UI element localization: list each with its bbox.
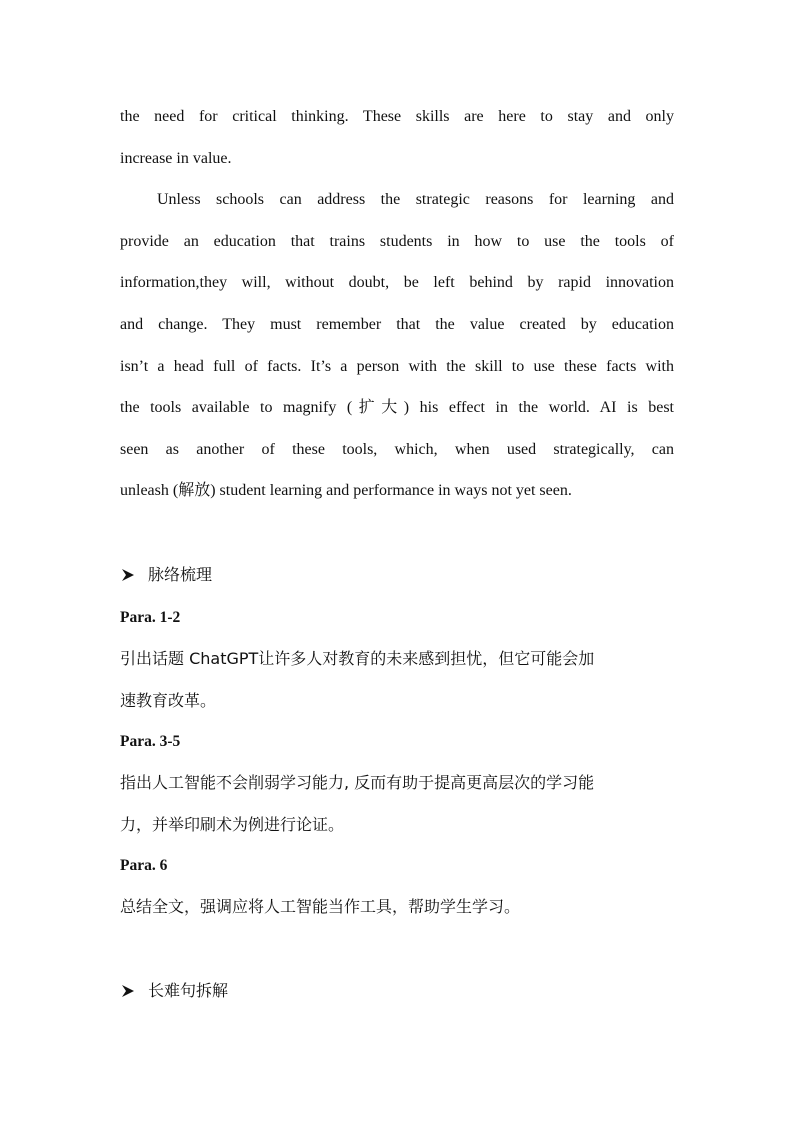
para-label: Para. 6 (120, 857, 168, 874)
passage-line: the tools available to magnify (扩大) his effect in the world. AI is best (120, 399, 674, 417)
section-heading-label: 长难句拆解 (148, 981, 229, 1000)
summary-line: 总结全文，强调应将人工智能当作工具，帮助学生学习。 (120, 897, 521, 916)
passage-line: increase in value. (120, 149, 232, 167)
para-summary (120, 886, 678, 928)
section-heading-structure (120, 563, 212, 587)
passage-paragraph (120, 96, 674, 512)
summary-line: 指出人工智能不会削弱学习能力, 反而有助于提高更高层次的学习能 (120, 773, 595, 792)
summary-line: 力，并举印刷术为例进行论证。 (120, 814, 345, 834)
passage-line: isn’t a head full of facts. It’s a person with the skill to use these facts with (120, 357, 674, 375)
para-label: Para. 1-2 (120, 609, 181, 626)
passage-line: and change. They must remember that the value created by education (120, 315, 674, 333)
para-summary (120, 762, 678, 845)
arrowhead-bullet-icon (120, 983, 136, 999)
passage-line: provide an education that trains students in how to use the tools of (120, 232, 674, 250)
arrowhead-bullet-icon (120, 567, 136, 583)
section-heading-label: 脉络梳理 (148, 565, 213, 584)
passage-line: Unless schools can address the strategic reasons for learning and (157, 191, 674, 209)
summary-line: 引出话题 ChatGPT让许多人对教育的未来感到担忧，但它可能会加 (120, 649, 595, 668)
passage-line: seen as another of these tools, which, when used strategically, can (120, 440, 674, 458)
passage-line: the need for critical thinking. These skills are here to stay and only (120, 108, 674, 125)
section-heading-difficult-sentences (120, 979, 228, 1003)
summary-line: 速教育改革。 (120, 690, 217, 710)
para-label: Para. 3-5 (120, 733, 181, 750)
passage-line: unleash (解放) student learning and performance in ways not yet seen. (120, 482, 572, 500)
para-summary (120, 638, 678, 721)
passage-line: information,they will, without doubt, be left behind by rapid innovation (120, 274, 674, 292)
